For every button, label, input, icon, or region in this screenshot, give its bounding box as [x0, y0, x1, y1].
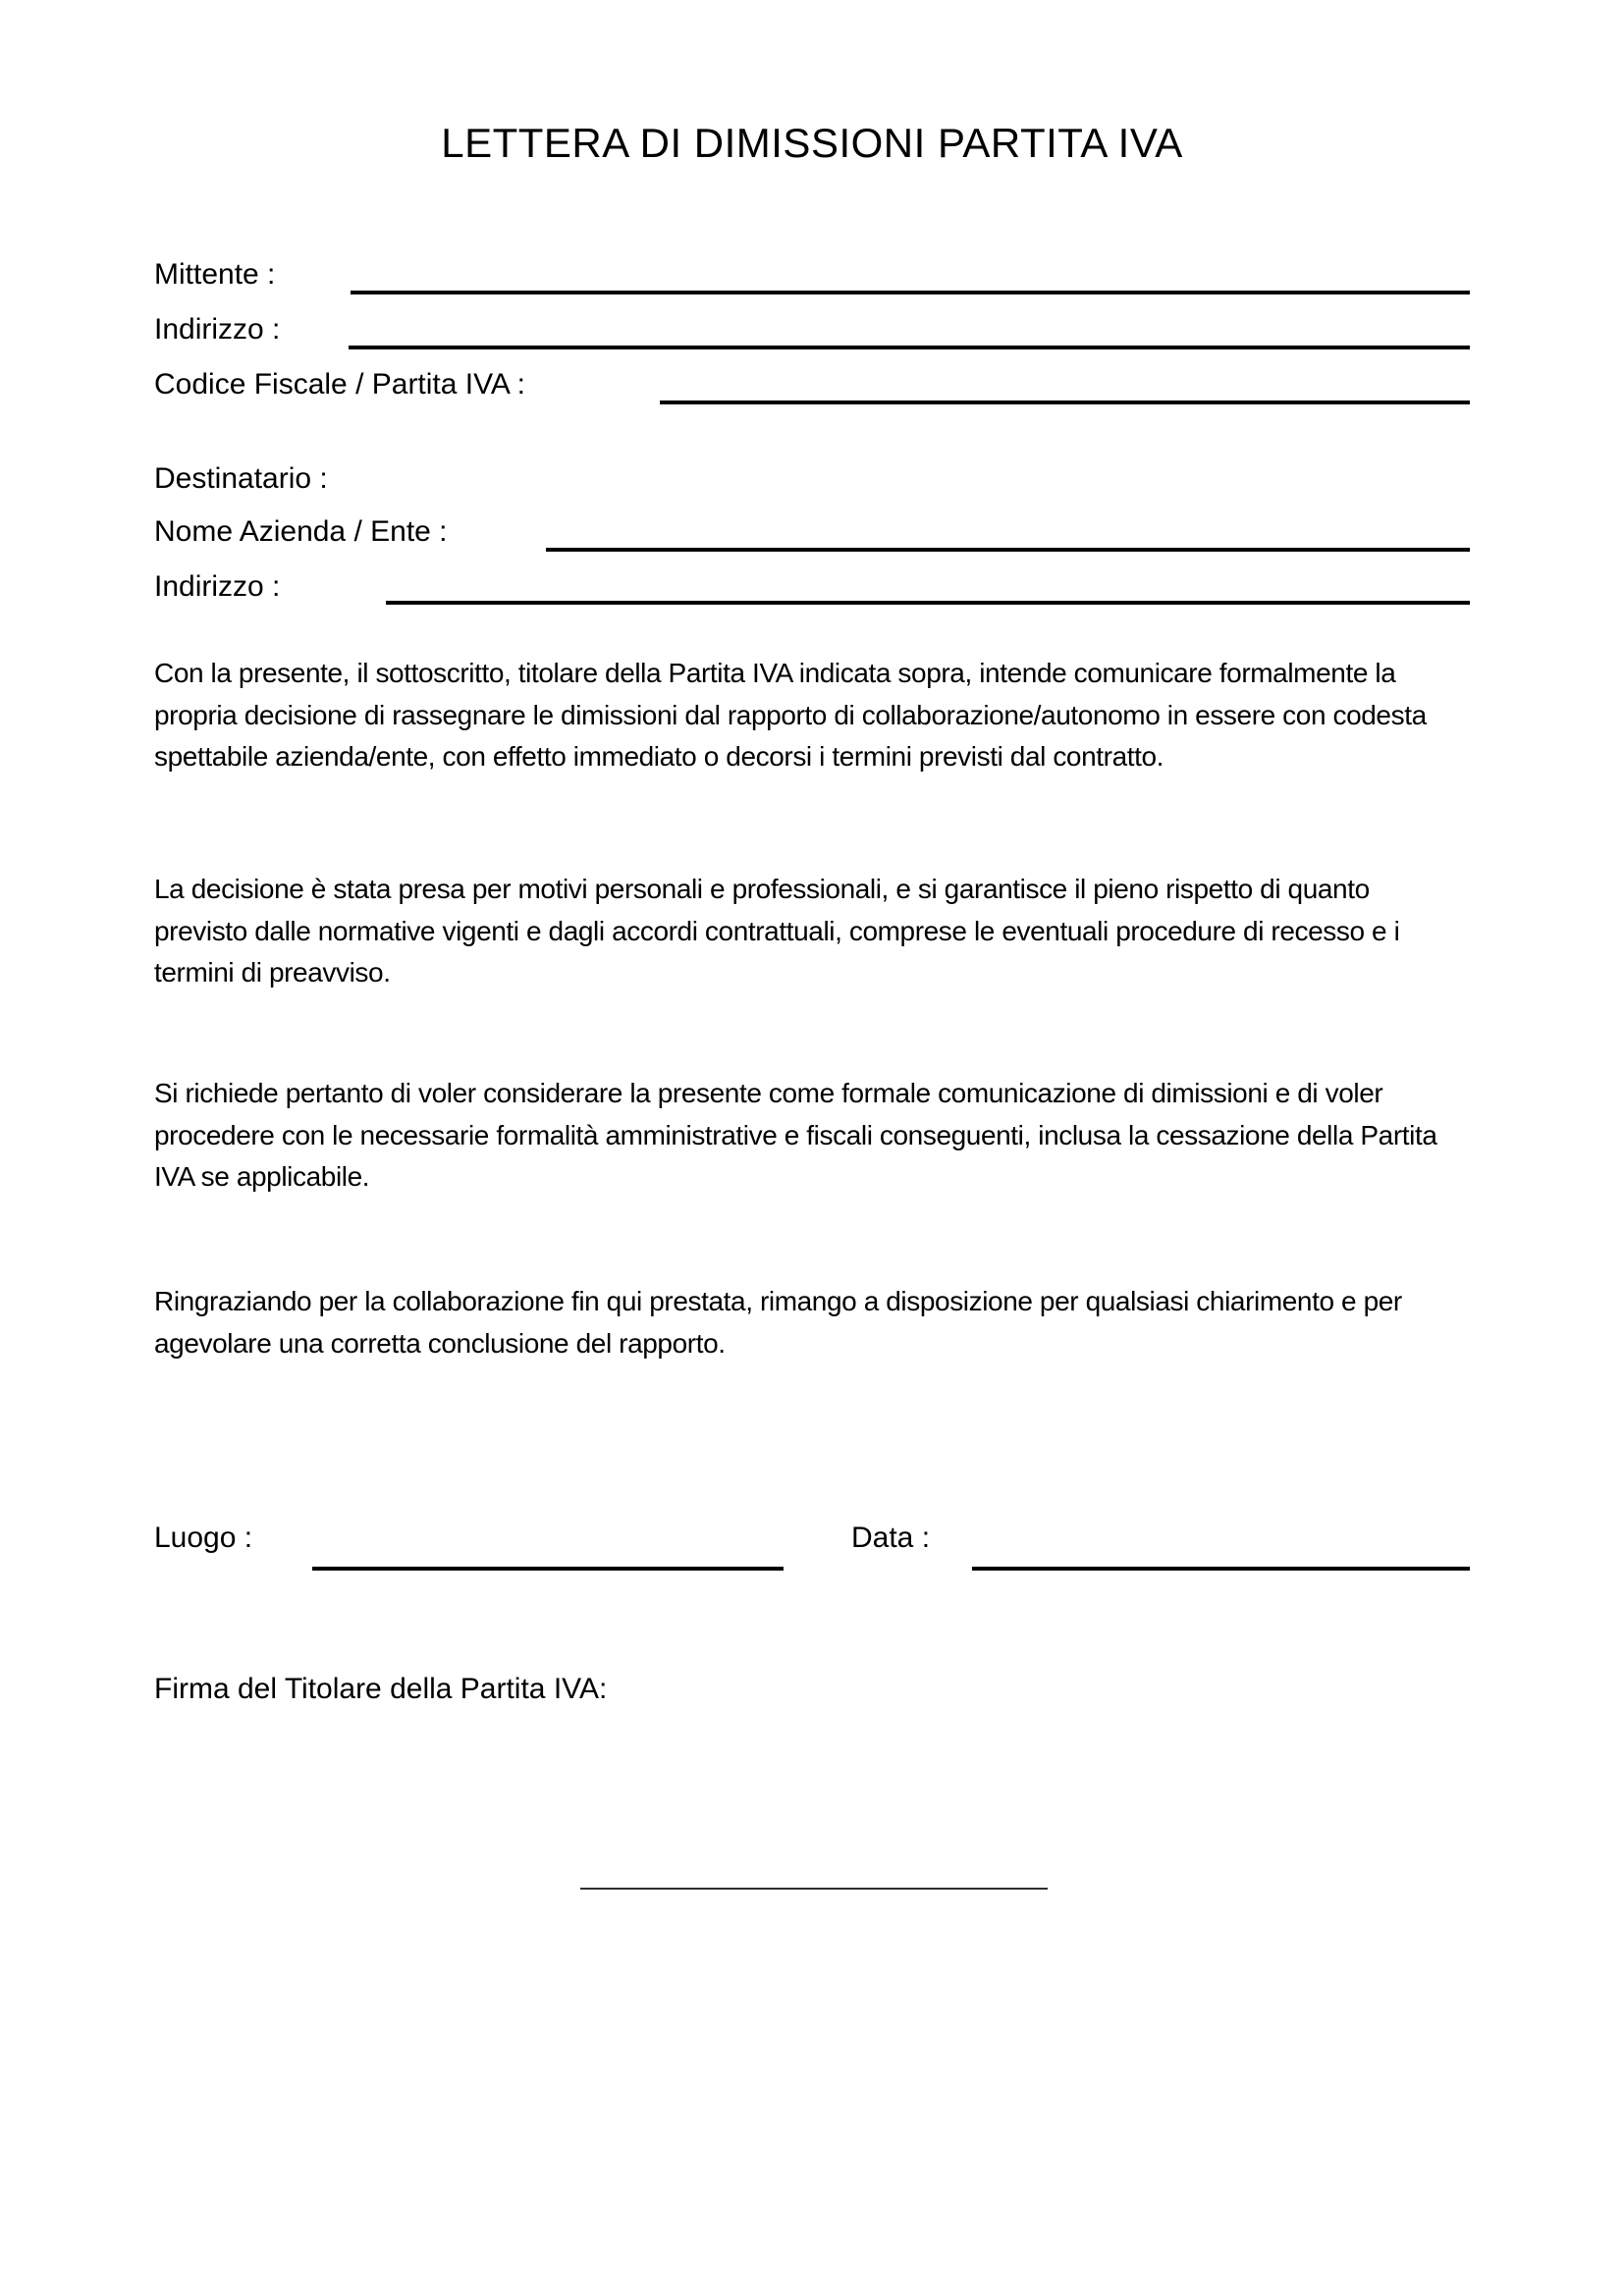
luogo-field-line: [312, 1567, 784, 1571]
data-label: Data :: [851, 1522, 931, 1554]
mittente-field-line: [351, 291, 1470, 294]
paragraph-decision: La decisione è stata presa per motivi personali e professionali, e si garantisce il pieno rispetto di quanto previsto dalle normative vigenti e dagli accordi contrattuali, comprese le eventuali procedure di recesso e i termini di preavviso.: [154, 874, 1400, 988]
indirizzo-mittente-label: Indirizzo :: [154, 313, 281, 346]
nome-azienda-field-line: [546, 548, 1470, 552]
nome-azienda-label: Nome Azienda / Ente :: [154, 515, 448, 548]
firma-label: Firma del Titolare della Partita IVA:: [154, 1673, 608, 1705]
indirizzo-destinatario-label: Indirizzo :: [154, 570, 281, 603]
document-title: LETTERA DI DIMISSIONI PARTITA IVA: [441, 120, 1183, 166]
indirizzo-destinatario-field-line: [386, 601, 1470, 605]
indirizzo-mittente-field-line: [349, 346, 1470, 349]
firma-signature-line: [580, 1888, 1048, 1890]
paragraph-request: Si richiede pertanto di voler considerare la presente come formale comunicazione di dimissioni e di voler procedere con le necessarie formalità amministrative e fiscali conseguenti, inclusa la cessazione della Partita IVA se applicabile.: [154, 1078, 1437, 1192]
paragraph-thanks: Ringraziando per la collaborazione fin qui prestata, rimango a disposizione per qualsiasi chiarimento e per agevolare una corretta conclusione del rapporto.: [154, 1286, 1402, 1359]
data-field-line: [972, 1567, 1470, 1571]
mittente-label: Mittente :: [154, 258, 276, 291]
codice-fiscale-label: Codice Fiscale / Partita IVA :: [154, 368, 525, 400]
codice-fiscale-field-line: [660, 400, 1470, 404]
luogo-label: Luogo :: [154, 1522, 253, 1554]
destinatario-label: Destinatario :: [154, 462, 328, 495]
paragraph-intro: Con la presente, il sottoscritto, titolare della Partita IVA indicata sopra, intende comunicare formalmente la propria decisione di rassegnare le dimissioni dal rapporto di collaborazione/autonomo in essere con codesta spettabile azienda/ente, con effetto immediato o decorsi i termini previsti dal contratto.: [154, 658, 1427, 772]
